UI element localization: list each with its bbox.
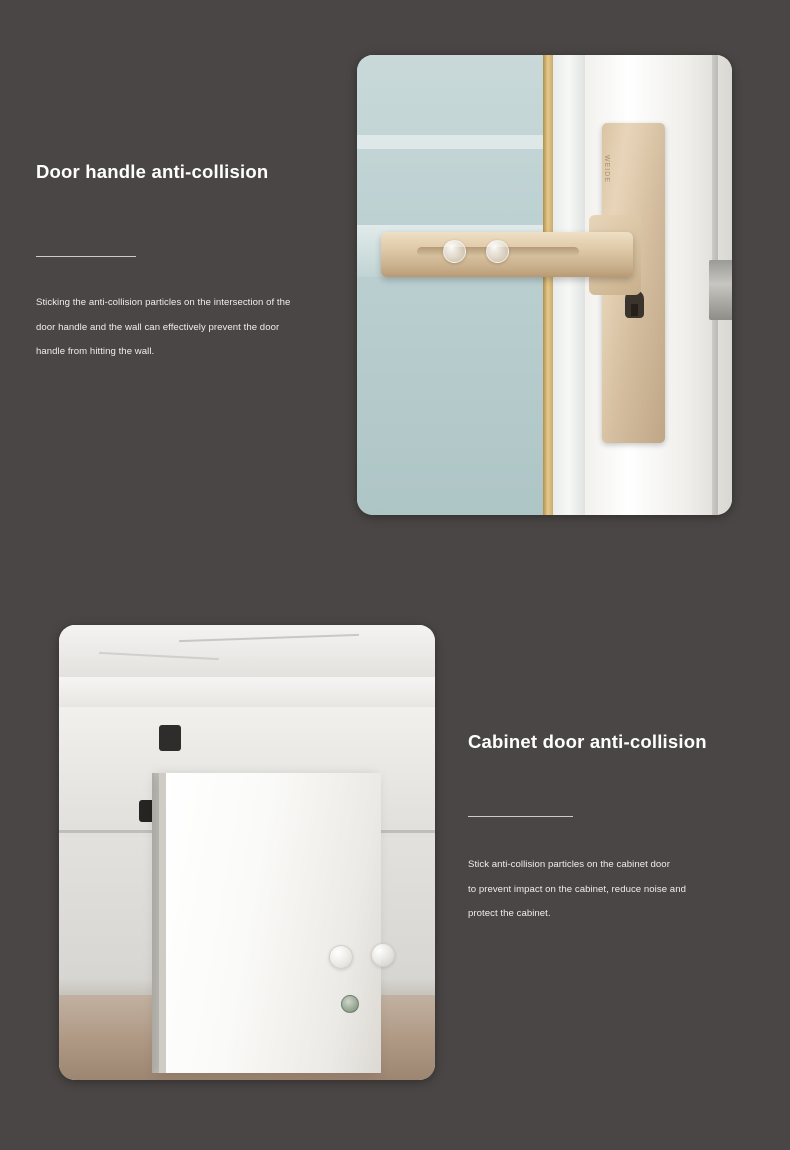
anti-collision-pad — [371, 943, 395, 967]
door-handle-heading: Door handle anti-collision — [36, 161, 269, 182]
cabinet-door-description — [468, 853, 768, 926]
marble-countertop — [59, 625, 435, 677]
cabinet-door-text-block — [468, 730, 768, 926]
frosted-glass-panel — [357, 55, 569, 515]
cabinet-door-panel — [159, 773, 381, 1073]
door-handle-line-1: Sticking the anti-collision particles on the intersection of the — [36, 297, 291, 309]
brand-label: WEIDE — [603, 155, 610, 183]
anti-collision-pad — [443, 240, 466, 263]
cabinet-door-line-1: Stick anti-collision particles on the cabinet door — [468, 859, 670, 871]
marble-vein — [99, 652, 219, 660]
marble-vein — [179, 634, 359, 642]
cabinet-door-line-3: protect the cabinet. — [468, 907, 551, 919]
anti-collision-pad — [329, 945, 353, 969]
strike-plate — [709, 260, 732, 320]
door-handle-line-2: door handle and the wall can effectively prevent the door — [36, 321, 280, 333]
cabinet-door-heading: Cabinet door anti-collision — [468, 731, 707, 752]
door-handle-photo — [357, 55, 732, 515]
cabinet-door-photo — [59, 625, 435, 1080]
glass-highlight-top — [357, 135, 569, 149]
cabinet-door-divider — [468, 816, 573, 817]
cabinet-top-edge — [59, 677, 435, 707]
door-handle-line-3: handle from hitting the wall. — [36, 345, 155, 357]
section-cabinet-door — [0, 575, 790, 1150]
cabinet-door-line-2: to prevent impact on the cabinet, reduce noise and — [468, 883, 686, 895]
anti-collision-pad — [486, 240, 509, 263]
door-handle-text-block — [36, 160, 346, 364]
door-handle-divider — [36, 256, 136, 257]
door-handle-description — [36, 291, 346, 364]
white-door-frame — [553, 55, 585, 515]
screw-head — [341, 995, 359, 1013]
cabinet-knob — [159, 725, 181, 751]
